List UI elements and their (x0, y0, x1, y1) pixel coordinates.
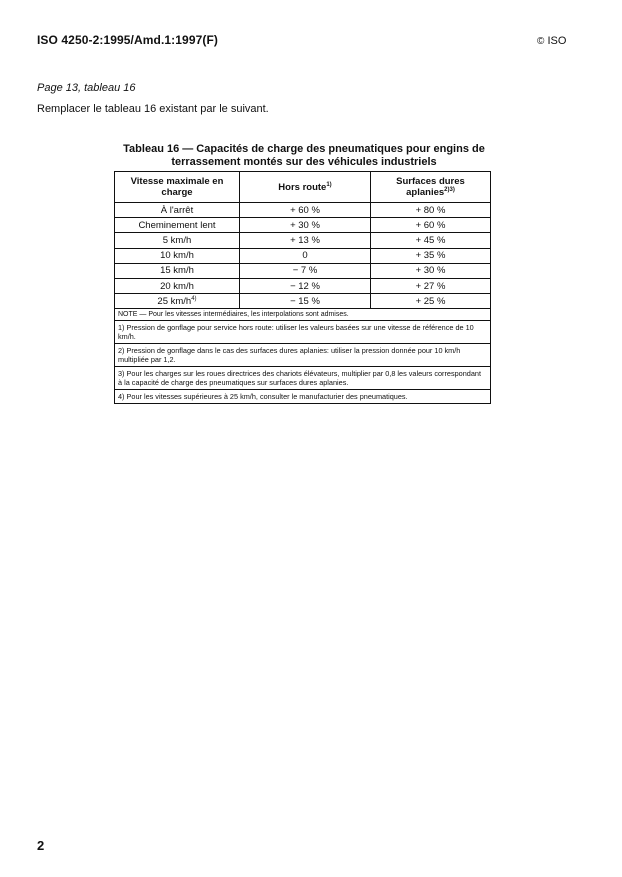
header-speed: Vitesse maximale en charge (115, 172, 240, 203)
footnote-ref: 1) (326, 181, 332, 188)
table-row (115, 203, 491, 218)
note-row (115, 367, 491, 390)
table-footnote: 3) Pour les charges sur les roues directrices des chariots élévateurs, multiplier par 0,8 les valeurs correspondant à la capacité de charge des pneumatiques sur surfaces dures aplanies. (115, 367, 491, 390)
table-row (115, 248, 491, 263)
table-footnote: 1) Pression de gonflage pour service hors route: utiliser les valeurs basées sur une vitesse de référence de 10 km/h. (115, 321, 491, 344)
cell-speed (115, 294, 240, 309)
cell-offroad: + 30 % (240, 218, 371, 233)
copyright-icon: © (537, 36, 545, 47)
cell-offroad: 0 (240, 248, 371, 263)
cell-offroad: − 12 % (240, 278, 371, 293)
note-row (115, 309, 491, 321)
cell-hard-surface: + 30 % (371, 263, 491, 278)
cell-offroad: + 13 % (240, 233, 371, 248)
table-caption: Tableau 16 — Capacités de charge des pneumatiques pour engins de terrassement montés sur des véhicules industriels (123, 143, 485, 168)
note-row (115, 390, 491, 404)
table-row (115, 218, 491, 233)
cell-speed (115, 218, 240, 233)
table-footnote: 2) Pression de gonflage dans le cas des surfaces dures aplanies: utiliser la pression donnée pour 10 km/h multipliée par 1,2. (115, 344, 491, 367)
speed-label: À l'arrêt (160, 204, 194, 216)
header-offroad-label: Hors route (278, 181, 327, 193)
page-reference: Page 13, tableau 16 (37, 82, 136, 94)
note-row (115, 321, 491, 344)
speed-label: 10 km/h (160, 250, 194, 262)
speed-label: 20 km/h (160, 280, 194, 292)
header-offroad (240, 172, 371, 203)
table-row (115, 263, 491, 278)
table-row (115, 278, 491, 293)
speed-label: 5 km/h (162, 234, 192, 246)
tire-capacity-table (114, 171, 491, 404)
cell-speed (115, 233, 240, 248)
cell-hard-surface: + 45 % (371, 233, 491, 248)
table-body (115, 203, 491, 404)
page-number: 2 (37, 838, 45, 853)
cell-hard-surface: + 80 % (371, 203, 491, 218)
cell-hard-surface: + 27 % (371, 278, 491, 293)
table-footnote: 4) Pour les vitesses supérieures à 25 km/h, consulter le manufacturier des pneumatiques. (115, 390, 491, 404)
table-row (115, 233, 491, 248)
speed-label: 15 km/h (160, 265, 194, 277)
footnote-ref: 2)3) (444, 186, 455, 193)
copyright-mark (537, 35, 566, 47)
table-header-row (115, 172, 491, 203)
cell-speed (115, 248, 240, 263)
cell-offroad: + 60 % (240, 203, 371, 218)
cell-offroad: − 7 % (240, 263, 371, 278)
note-row (115, 344, 491, 367)
table-row (115, 294, 491, 309)
speed-label: Cheminement lent (138, 219, 216, 231)
instruction-text: Remplacer le tableau 16 existant par le suivant. (37, 103, 269, 115)
footnote-ref: 4) (191, 295, 197, 302)
table-note: NOTE — Pour les vitesses intermédiaires, les interpolations sont admises. (115, 309, 491, 321)
cell-hard-surface: + 60 % (371, 218, 491, 233)
document-reference: ISO 4250-2:1995/Amd.1:1997(F) (37, 33, 218, 47)
cell-speed (115, 203, 240, 218)
cell-speed (115, 263, 240, 278)
speed-label: 25 km/h (157, 295, 192, 307)
header-hard-surface-label: Surfaces dures aplanies (396, 176, 465, 198)
cell-hard-surface: + 35 % (371, 248, 491, 263)
cell-speed (115, 278, 240, 293)
cell-offroad: − 15 % (240, 294, 371, 309)
header-hard-surface (371, 172, 491, 203)
copyright-org: ISO (547, 35, 567, 47)
cell-hard-surface: + 25 % (371, 294, 491, 309)
